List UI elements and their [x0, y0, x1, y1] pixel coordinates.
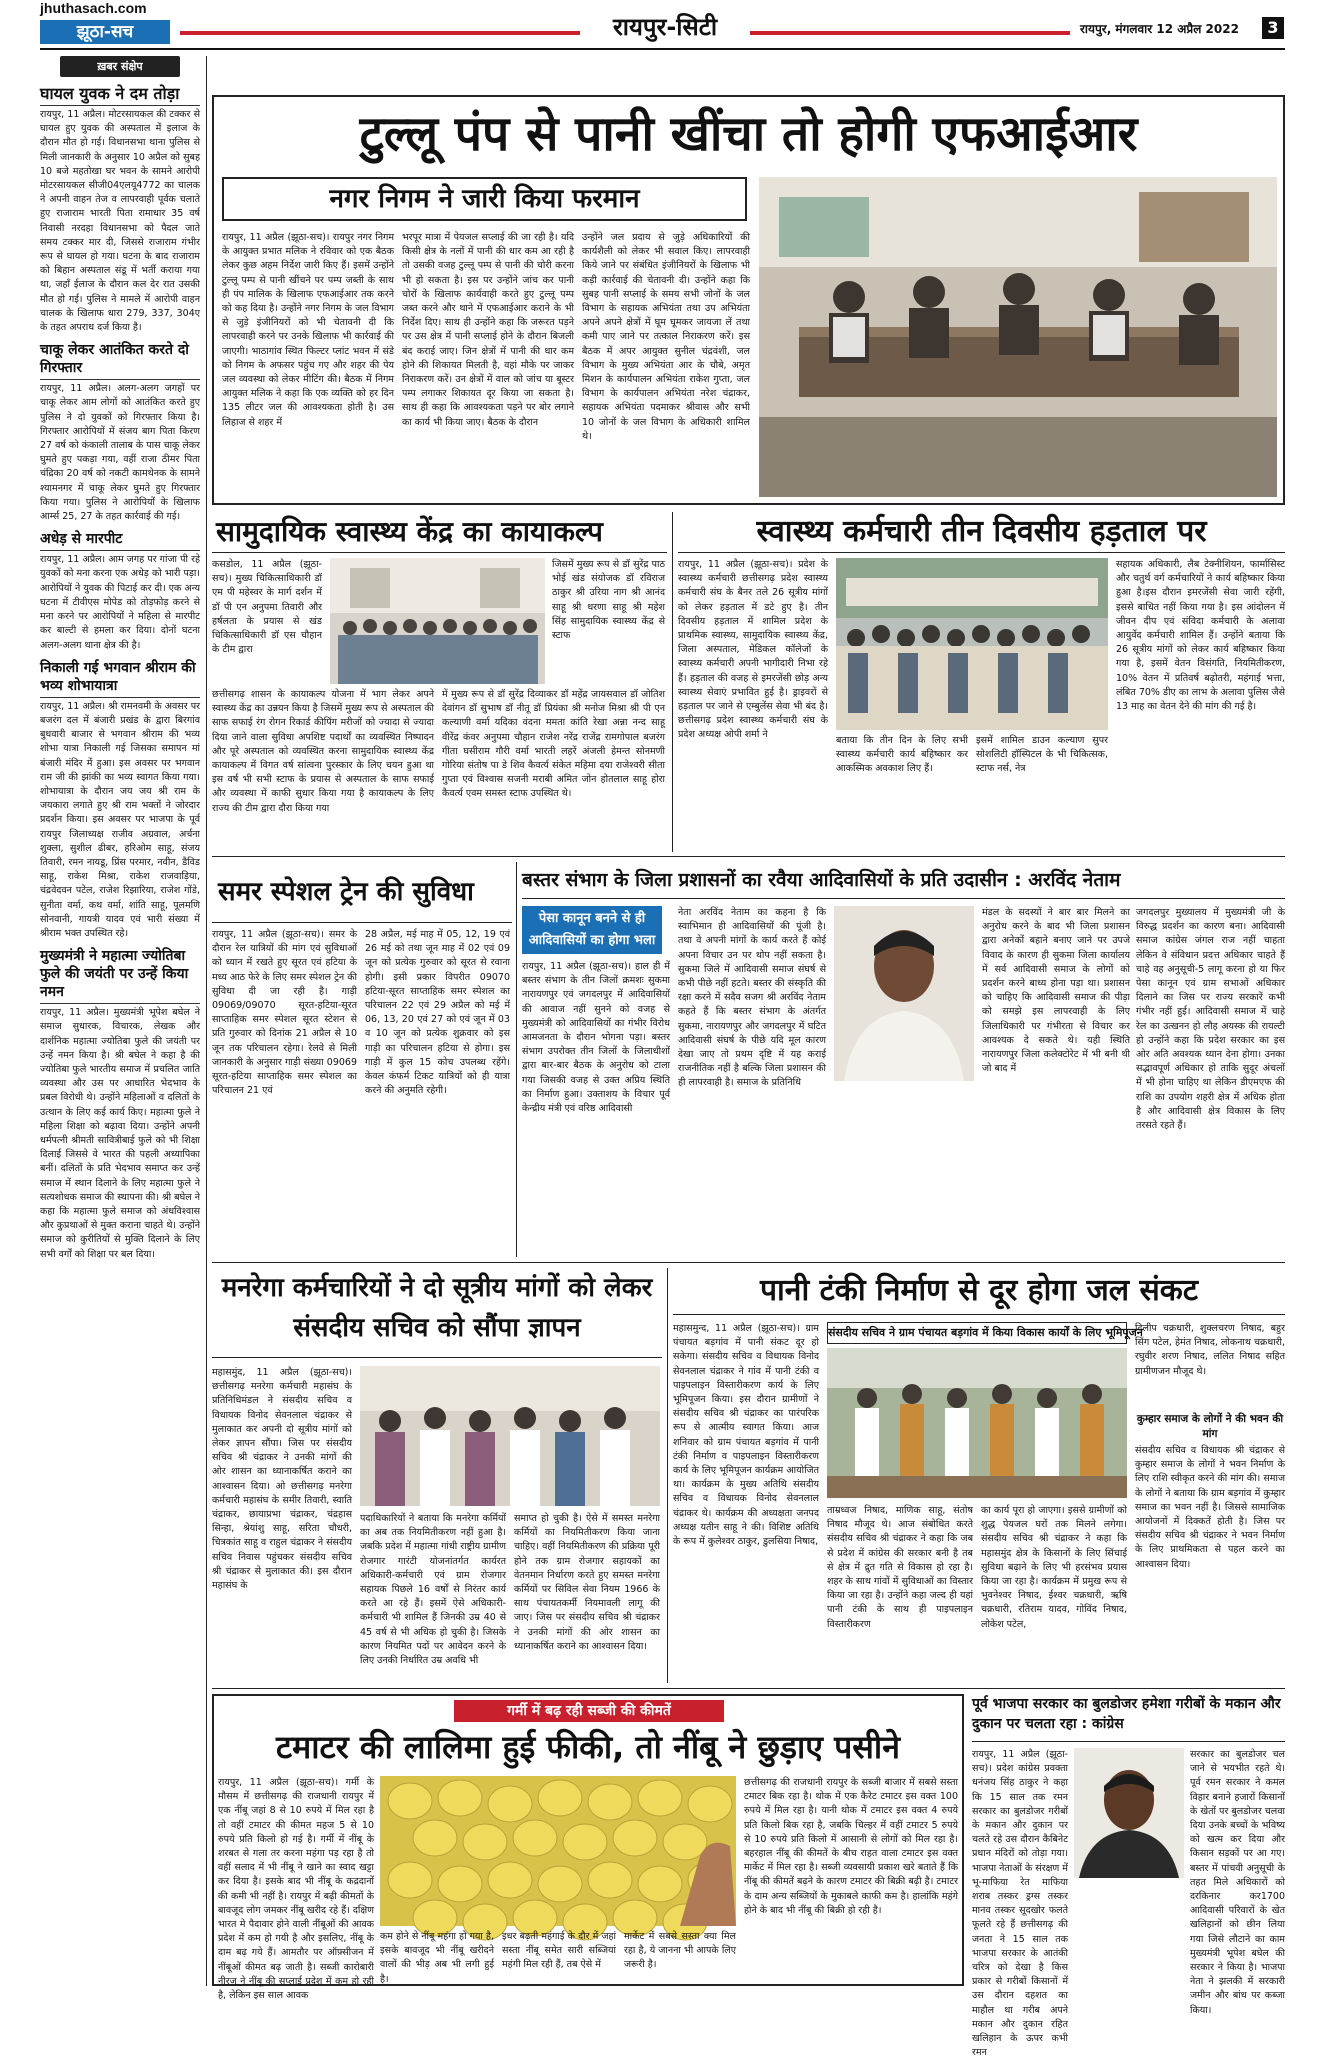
bulldozer-col-1: रायपुर, 11 अप्रैल (झूठा-सच)। प्रदेश कांग्रेस प्रवक्ता धनंजय सिंह ठाकुर ने कहा कि 15 साल तक रमन सरकार का बुलडोजर गरीबों के मकान और दुकान पर चलते रहे उस दौरान कैबिनेट प्रधान मंदिरों को तोड़ा गया। भाजपा नेताओं के संरक्षण में भू-माफिया रेत माफिया शराब तस्कर ड्रग्स तस्कर मानव तस्कर सूदखोर फलते फूलते रहे हैं छत्तीसगढ़ की जनता ने 15 साल तक भाजपा सरकार के आतंकी चरित्र को देखा है किस प्रकार से गरीबों किसानों में उस दौरान दहशत का माहौल था गरीब अपने मकान और दुकान रहित खलिहान के ऊपर कभी रमन	[972, 1749, 1068, 2059]
site-url[interactable]: jhuthasach.com	[40, 0, 147, 16]
brief-title: अधेड़ से मारपीट	[40, 528, 200, 551]
bastar-col-2: नेता अरविंद नेताम का कहना है कि स्वाभिमान ही आदिवासियों की पूंजी है। तथा वे अपनी मांगों के कार्य करते हैं कोई अपना विचार उन पर थोप नहीं सकता है। सुकमा जिले में आदिवासी समाज संघर्ष से कभी पीछे नहीं हटते। बस्तर की संस्कृति की रक्षा करने में सदैव सजग श्री अरविंद नेताम कहते हैं कि बस्तर संभाग के अंतर्गत सुकमा, नारायणपुर और जगदलपुर में घटित आदिवासी संघर्ष के पीछे यदि मूल कारण देखा जाए तो प्रथम दृष्टि में यह कराई राजनीतिक नहीं है बल्कि जिला प्रशासन की ही लापरवाही है। समाज के प्रतिनिधि	[678, 907, 826, 1089]
brief-body: रायपुर, 11 अप्रैल। अलग-अलग जगहों पर चाकू लेकर आम लोगों को आतंकित करते हुए पुलिस ने दो युवकों को गिरफ्तार किया है। गिरफ्तार आरोपियों में संजय बाग पिता किरण 27 वर्ष को कंकाली तालाब के पास चाकू लेकर घुमते हुए पकड़ा गया, वहीं राजा ठीमर पिता चंद्रिका 20 वर्ष को नकटी कामथेनक के सामने श्यामनगर में चाकू लेकर घुमते हुए गिरफ्तार किया गया। पुलिस ने आरोपियों के खिलाफ आर्म्स 25, 27 के तहत कार्रवाई की गई।	[40, 383, 200, 523]
brief-item	[40, 657, 200, 941]
column-divider	[672, 512, 673, 852]
brief-title: मुख्यमंत्री ने महात्मा ज्योतिबा फुले की जयंती पर उन्हें किया नमन	[40, 945, 200, 1004]
lead-col-1: रायपुर, 11 अप्रैल (झूठा-सच)। रायपुर नगर निगम के आयुक्त प्रभात मलिक ने रविवार को एक बैठक लेकर कुछ अहम निर्देश जारी किए हैं। इसमें उन्होंने टुल्लू पम्प से पानी खींचने पर पम्प जब्ती के साथ ही पंप मालिक के खिलाफ एफआईआर तक करने को कह दिया है। उन्होंने नगर निगम के जल विभाग से जुड़े इंजीनियरों को भी चेतावनी दी कि लापरवाही करने पर उनके खिलाफ भी कार्रवाई की जाएगी। भाठागांव स्थित फिल्टर प्लांट भवन में संडे को निगम के अफसर पहुंच गए और शहर की पेय जल व्यवस्था को लेकर मीटिंग की। बैठक में निगम आयुक्त मलिक ने कहा कि एक व्यक्ति को हर दिन 135 लीटर जल की आवश्यकता होती है। उस लिहाज से शहर में	[222, 232, 394, 428]
brand-logo: झूठा-सच	[40, 20, 170, 44]
tank-col-1: महासमुन्द, 11 अप्रैल (झूठा-सच)। ग्राम पंचायत बड़गांव में पानी संकट दूर हो सकेगा। संसदीय सचिव व विधायक विनोद सेवनलाल चंद्राकर ने गांव में पानी टंकी व पाइपलाइन विस्तारीकरण कार्य के लिए भूमिपूजन किया। इस दौरान ग्रामीणों ने संसदीय सचिव श्री चंद्राकर का पारंपरिक रूप से आत्मीय स्वागत किया। आज शनिवार को ग्राम पंचायत बड़गांव में पानी टंकी निर्माण व पाइपलाइन विस्तारीकरण कार्य के लिए भूमिपूजन कार्यक्रम आयोजित था। कार्यक्रम के मुख्य अतिथि संसदीय सचिव व विधायक विनोद सेवनलाल चंद्राकर थे। कार्यक्रम की अध्यक्षता जनपद अध्यक्ष यतीन साहू ने की। विशिष्ट अतिथि के रूप में कुलेश्वर ठाकुर, डुलसिया निषाद,	[673, 1323, 819, 1548]
bhoomipujan-photo	[827, 1348, 1127, 1498]
bastar-story	[522, 862, 1285, 1257]
lead-story	[212, 95, 1285, 505]
masthead-bottom-rule	[40, 48, 1285, 50]
strike-col-2: सहायक अधिकारी, लैब टेक्नीशियन, फार्मासिस्ट और चतुर्थ वर्ग कर्मचारियों ने कार्य बहिष्कार किया हुआ है।इस दौरान इमरजेंसी सेवा जारी रहेंगी, इससे बाधित नहीं किया गया है। इस आंदोलन में जीवन दीप एवं संविदा कर्मचारी के अलावा आयुर्वेद कर्मचारी शामिल हैं। उन्होंने बताया कि 26 सूत्रीय मांगों को लेकर कार्य बहिष्कार किया गया है, इसमें वेतन विसंगति, नियमितीकरण, 10% वेतन में प्रतिवर्ष बढ़ोतरी, महंगाई भत्ता, लंबित 70% डीए का लाभ के अलावा पुलिस जैसे 13 माह का वेतन देने की मांग की गई है।	[1116, 559, 1285, 713]
lead-col-3: उन्होंने जल प्रदाय से जुड़े अधिकारियों की कार्यशैली को लेकर भी सवाल किए। लापरवाही किये जाने पर संबंधित इंजीनियरों के खिलाफ भी कड़ी कार्रवाई की चेतावनी दी। उन्होंने कहा कि सुबह पानी सप्लाई के समय सभी जोनों के जल विभाग के सहायक अभियंता तथा उप अभियंता अपने अपने क्षेत्रों में घूम घूमकर जायजा लें तथा कमी पाए जाने पर तत्काल निराकरण करें। इस बैठक में अपर आयुक्त सुनील चंद्रवंशी, जल विभाग के मुख्य अभियंता आर के चौबे, अमृत मिशन के कार्यपालन अभियंता राकेश गुप्ता, जल विभाग के कार्यपालन अभियंता नरेश चंद्राकर, सहायक अभियंता पदमाकर श्रीवास और सभी 10 जोनों के जल विभाग के अधिकारी शामिल थे।	[582, 232, 750, 442]
bastar-col-1: रायपुर, 11 अप्रैल (झूठा-सच)। हाल ही में बस्तर संभाग के तीन जिलों क्रमशः सुकमा नारायणपुर एवं जगदलपुर में आदिवासियों की आवाज नहीं सुनने को वजह से मुख्यमंत्री को आदिवासियों का गंभीर विरोध आमजनता के दौरान भोगना पड़ा। बस्तर संभाग उपरोक्त तीन जिलों के जिलाधीशों द्वारा बार-बार बैठक के अनुरोध को टाला गया जिसकी वजह से उक्त अप्रिय स्थिति का निर्माण हुआ। उक्ताशय के विचार पूर्व केन्द्रीय मंत्री एवं वरिष्ठ आदिवासी	[522, 961, 670, 1115]
tank-subhead: कुम्हार समाज के लोगों ने की भवन की मांग	[1136, 1413, 1284, 1440]
dhananjay-thakur-portrait	[1074, 1748, 1184, 1878]
brief-body: रायपुर, 11 अप्रैल। मोटरसायकल की टक्कर से घायल हुए युवक की अस्पताल में इलाज के दौरान मौत हो गई। विधानसभा थाना पुलिस से मिली जानकारी के अनुसार 10 अप्रैल को सुबह 10 बजे महतोखा घर भवन के सामने आरोपी मोटरसायकल सीजी04एलयू4772 का चालक ने अपनी वाहन तेज व लापरवाही पूर्वक चलाते हुए राजाराम भारती पिता रामाधार 35 वर्ष निवासी नरदहा विधानसभा को पैदल जाते समय टक्कर मार दी, जिससे राजाराम गंभीर रूप से घायल हो गया। घटना के बाद राजाराम को बिहान अस्पताल संडू में भर्ती कराया गया था, जहाँ ईलाज के दौरान कल देर रात उसकी मौत हो गई। पुलिस ने मामले में आरोपी वाहन चालक के खिलाफ धारा 279, 337, 304ए के तहत अपराध दर्ज किया है।	[40, 109, 200, 334]
water-tank-story	[673, 1268, 1285, 1683]
health-center-group-photo	[330, 558, 545, 684]
mnrega-story	[212, 1268, 662, 1683]
tank-col-4: दिलीप चक्रधारी, शुक्लचरण निषाद, बहुर सिंग पटेल, हेमंत निषाद, लोकनाथ चक्रधारी, रघुवीर शरण निषाद, ललित निषाद सहित ग्रामीणजन मौजूद थे।	[1135, 1323, 1285, 1377]
vegetable-caption-3: मार्केट में सबसे सस्ता क्या मिल रहा है, ये जानना भी आपके लिए जरूरी है।	[624, 1931, 736, 1971]
health-center-story	[212, 512, 667, 852]
mnrega-col-2: पदाधिकारियों ने बताया कि मनरेगा कर्मियों का अब तक नियमितीकरण नहीं हुआ है। जबकि प्रदेश में महात्मा गांधी राष्ट्रीय ग्रामीण रोजगार गारंटी योजनांतर्गत कार्यरत अधिकारी-कर्मचारी एवं ग्राम रोजगार सहायक पिछले 16 वर्षों से निरंतर कार्य करते आ रहे हैं। इसमें ऐसे अधिकारी-कर्मचारी भी शामिल हैं जिनकी उम्र 40 से 45 वर्ष से भी अधिक हो चुकी है। जिसके कारण नियमित पदों पर आवेदन करने के लिए उनकी निर्धारित उम्र अवधि भी	[360, 1513, 506, 1667]
vegetable-headline: टमाटर की लालिमा हुई फीकी, तो नींबू ने छुड़ाए पसीने	[276, 1728, 900, 1766]
brief-item	[40, 528, 200, 652]
brief-item	[40, 945, 200, 1262]
strike-protest-photo-art	[836, 558, 1108, 730]
strike-col-4: इसमें शामिल डाउन कल्याण सुपर सोशलिटी हॉस्पिटल के भी चिकित्सक, स्टाफ नर्स, नेत्र	[976, 735, 1108, 775]
column-divider	[516, 862, 517, 1257]
section-rule	[212, 1688, 1285, 1689]
brief-body: रायपुर, 11 अप्रैल। आम जगह पर गांजा पी रहे युवकों को मना करना एक अधेड़ को भारी पड़ा। आरोपियों ने युवक की पिटाई कर दी। एक अन्य घटना में टीवीएस मोपेड को तोड़फोड़ करने से मना करने पर आरोपियों ने महिला से मारपीट कर बाल्टी से हमला कर दिया। दोनों घटना अलग-अलग थाना क्षेत्र की है।	[40, 554, 200, 651]
train-headline: समर स्पेशल ट्रेन की सुविधा	[212, 862, 512, 923]
section-rule	[212, 856, 1285, 857]
bastar-headline: बस्तर संभाग के जिला प्रशासनों का रवैया आदिवासियों के प्रति उदासीन : अरविंद नेताम	[522, 862, 1285, 899]
strike-col-1: रायपुर, 11 अप्रैल (झूठा-सच)। प्रदेश के स्वास्थ्य कर्मचारी छत्तीसगढ़ प्रदेश स्वास्थ्य कर्मचारी संघ के बैनर तले 26 सूत्रीय मांगों को लेकर हड़ताल में डटे हुए है। तीन दिवसीय हड़ताल में शामिल प्रदेश के प्राथमिक स्वास्थ्य, सामुदायिक स्वास्थ्य केंद्र, जिला अस्पताल, मेडिकल कॉलेजों के स्वास्थ्य कर्मचारी अपनी भागीदारी निभा रहे हैं। हड़ताल की वजह से इमरजेंसी छोड़ अन्य स्वास्थ्य सेवाएं प्रभावित हुई है। ड्राइवरों से हड़ताल पर जाने से एम्बुलेंस सेवा भी बंद है। छत्तीसगढ़ प्रदेश स्वास्थ्य कर्मचारी संघ के प्रदेश अध्यक्ष ओपी शर्मा ने	[678, 559, 828, 741]
strike-story	[678, 512, 1285, 852]
sidebar-label: ख़बर संक्षेप	[60, 56, 180, 77]
issue-date: रायपुर, मंगलवार 12 अप्रैल 2022	[1080, 22, 1239, 36]
bulldozer-headline: पूर्व भाजपा सरकार का बुलडोजर हमेशा गरीबों के मकान और दुकान पर चलता रहा : कांग्रेस	[972, 1694, 1285, 1742]
health-center-group-photo-art	[330, 558, 545, 684]
arvind-netam-portrait-art	[834, 906, 974, 1081]
brief-item	[40, 83, 200, 335]
health-center-col-1: कसडोल, 11 अप्रैल (झूठा-सच)। मुख्य चिकित्साधिकारी डॉ एम पी महेस्वर के मार्ग दर्शन में डॉ पी एन अनुपमा तिवारी और हर्षलता के प्रयास से खंड चिकित्साधिकारी डॉ एस चौहान के टीम द्वारा	[212, 559, 322, 656]
brief-body: रायपुर, 11 अप्रैल। श्री रामनवमी के अवसर पर बजरंग दल में बंजारी प्रखंड के द्वारा बिरगांव बुधवारी बाजार से भगवान श्रीराम की भव्य शोभा यात्रा निकाली गई जिसका समापन मां बंजारी मंदिर में हुआ। इस अवसर पर भगवान राम जी की झांकी का भव्य स्वागत किया गया। शोभायात्रा के दौरान जय जय श्री राम के जयकारा लगाते हुए श्री राम भक्तों ने जोरदार प्रदर्शन किया। इस अवसर पर भाजपा के पूर्व रायपुर जिलाध्यक्ष राजीव अग्रवाल, अर्चना शुक्ला, सुशील ढीबर, हरिओम साहू, संजय तिवारी, रमन नायडू, प्रिंस परमार, नवीन, डैविड साहू, राकेश मिश्रा, राकेश राजवाड़िया, चंद्रवेदवन पटेल, राजेश रिझारिया, राजेश गोंडे, सुनीता वर्मा, कथ वर्मा, शांति साहू, पूलमणि सोनवानी, गायत्री यादव एवं भारी संख्या में श्रीराम भक्त उपस्थित रहे।	[40, 700, 200, 939]
mnrega-memorandum-photo-art	[360, 1366, 660, 1506]
bulldozer-story	[972, 1694, 1285, 2059]
masthead-red-rule-right	[750, 31, 1070, 35]
vegetable-col-1: रायपुर, 11 अप्रैल (झूठा-सच)। गर्मी के मौसम में छत्तीसगढ़ की राजधानी रायपुर में एक नींबू जहां 8 से 10 रुपये में मिल रहा है तो वहीं टमाटर की कीमत महज 5 से 10 रुपये प्रति किलो हो गई है। गर्मी में नींबू के शरबत से गला तर करना महंगा पड़ रहा है तो वहीं सलाद में भी नींबू ने खाने का स्वाद खट्टा कर दिया है। इसके बाद भी नींबू के कद्रदानों की कमी भी नहीं है। रायपुर में बढ़ी कीमतों के बावजूद लोग जमकर नींबू खरीद रहे हैं। दक्षिण भारत मे पैदावार होने वाली नींबूओं की आवक प्रदेश में कम हो गयी है और इसलिए, नींबू के दाम बढ़ गये हैं। आमतौर पर ऑफ़्सीजन में नींबूओं कीमत बढ़ जाती है। सब्जी कारोबारी नीरज ने नींबू की सप्लाई प्रदेश में कम हो रही है, लेकिन इस साल आवक	[218, 1777, 374, 2002]
health-center-body-b: में मुख्य रूप से डॉ सुरेंद्र दिव्याकर डॉ महेंद्र जायसवाल डॉ जोतिश देवांगन डॉ सुभाष डॉ नीतू डॉ प्रियंका श्री मनोज मिश्रा श्री पी एन कल्याणी वर्मा यदिका वंदना ममता कांति रेखा अन्ना नन्द साहू वीरेंद्र कंवर अनुपमा चौहान राजेश नरेंद्र राजेंद्र रामगोपाल बजरंग गीता घसीराम गौरी वर्मा भारती लहरें अंजली हेमन्त सोनमणी गोरिया संतोष पा डे शिव कैवर्त्य संकेत महिमा दया राजेश्वरी सीता गुप्ता एवं विश्वास सजनी मराबी अमित जोन होतलाल साहू होरा कैवर्त्य एवम समस्त स्टाफ उपस्थित थे।	[442, 689, 665, 800]
lead-col-2: भरपूर मात्रा में पेयजल सप्लाई की जा रही है। यदि किसी क्षेत्र के नलों में पानी की धार कम आ रही है तो उसकी वजह टुल्लू पम्प से पानी की चोरी करना भी हो सकता है। इस पर उन्होंने जांच कर पानी चोरों के खिलाफ कार्यवाही करते हुए टुल्लू पम्प जब्त करने और थाने में एफआईआर कराने के भी निर्देश दिए। साथ ही उन्होंने कहा कि जरूरत पड़ने पर उस क्षेत्र में पानी सप्लाई होने के दौरान बिजली बंद कराई जाए। जिन क्षेत्रों में पानी की धार कम होने की शिकायत मिलती है, वहां मौके पर जाकर निराकरण करें। उन क्षेत्रों में वाल को जांच या बूस्टर पम्प लगाकर शिकायत दूर किया जा सकता है। साथ ही कहा कि आवश्यकता पड़ने पर बोर लगाने का कार्य भी किया जाए। बैठक के दौरान	[402, 232, 574, 428]
tank-photo-caption: संसदीय सचिव ने ग्राम पंचायत बड़गांव में किया विकास कार्यों के लिए भूमिपूजन	[827, 1322, 1127, 1344]
health-center-headline: सामुदायिक स्वास्थ्य केंद्र का कायाकल्प	[212, 512, 667, 553]
tank-col-2: ताम्रध्वज निषाद, माणिक साहू, संतोष निषाद मौजूद थे। आज संबोधित करते संसदीय सचिव श्री चंद्राकर ने कहा कि जब से प्रदेश में कांग्रेस की सरकार बनी है तब से क्षेत्र में द्रुत गति से विकास हो रहा है। शहर के साथ गांवों में सुविधाओं का विस्तार किया जा रहा है। उन्होंने कहा जल्द ही यहां पानी टंकी के साथ ही पाइपलाइन विस्तारीकरण	[827, 1505, 973, 1630]
tank-col-5: संसदीय सचिव व विधायक श्री चंद्राकर से कुम्हार समाज के लोगों ने भवन निर्माण के लिए राशि स्वीकृत करने की मांग की। समाज के लोगों ने बताया कि ग्राम बड़गांव में कुम्हार समाज का भवन नहीं है। जिससे सामाजिक आयोजनों में दिक्कतें होती है। जिस पर संसदीय सचिव श्री चंद्राकर ने भवन निर्माण के लिए प्राथमिकता से पहल करने का आश्वासन दिया।	[1135, 1445, 1285, 1570]
health-center-col-2: जिसमें मुख्य रूप से डॉ सुरेंद्र पाठ भोई खंड संयोजक डॉ रविराज ठाकुर श्री उरिया नाग श्री आनंद साहू श्री धरणा साहू श्री महेश सिंह सामुदायिक स्वास्थ्य केंद्र से स्टाफ	[552, 559, 665, 642]
bastar-col-4: जगदलपुर मुख्यालय में मुख्यमंत्री जी के विरुद्ध प्रदर्शन का कारण बना। आदिवासी समाज कांग्रेस जंगल राज नहीं चाहता लेकिन वे संविधान प्रदत्त अधिकार चाहते हैं चाहे वह अनुसूची-5 लागू करना हो या फिर पेसा कानून एवं ग्राम सभाओं अधिकार दिलाने का जिस पर राज्य सरकारें कभी गंभीर नहीं हुई। आदिवासी समाज में चाहे रेल का उत्खनन हो लौह अयस्क की रायल्टी हो उन्होंने कहा कि प्रदेश सरकार का इस ओर अति अवश्यक ध्यान देना होगा। उनका सद्भावपूर्ण अधिकार हो ताकि सुदूर अंचलों में भी होना चाहिए था लेकिन डीएमएफ की राशि का उपयोग शहरी क्षेत्र में अधिक होता है और आदिवासी क्षेत्र विकास के लिए तरसते रहते हैं।	[1136, 907, 1285, 1132]
brief-title: निकाली गई भगवान श्रीराम की भव्य शोभायात्रा	[40, 657, 200, 698]
train-story	[212, 862, 512, 1257]
vegetable-caption-1: कम होने से नींबू महंगा हो गया है, इसके बावजूद भी नींबू खरीदने वालों की भीड़ अब भी लगी हुई है।	[380, 1931, 494, 1985]
bastar-col-3: मंडल के सदस्यों ने बार बार मिलने का अनुरोध करने के बाद भी जिला प्रशासन द्वारा अनेकों बहाने बनाए जाने पर उपजे विवाद के कारण ही सुकमा जिला कार्यालय में सर्व आदिवासी समाज के लोगों को प्रदर्शन करने बाध्य होना पड़ा था। प्रशासन को चाहिए कि आदिवासी समाज की पीड़ा को समझे इस लापरवाही के लिए जिलाधिकारी पर गंभीरता से विचार कर आवश्यक दे सकते थे। यही स्थिति नारायणपुर जिला कलेक्टोरेट में भी बनी थी जो बाद में	[982, 907, 1130, 1075]
brief-title: घायल युवक ने दम तोड़ा	[40, 83, 200, 106]
bhoomipujan-photo-art	[827, 1348, 1127, 1498]
section-rule	[212, 1262, 1285, 1263]
brief-item	[40, 339, 200, 524]
mnrega-memorandum-photo	[360, 1366, 660, 1506]
bulldozer-col-2: सरकार का बुलडोजर चल जाने से भयभीत रहते थे। पूर्व रमन सरकार ने कमल विहार बनाने हजारों किसानों के खेतों पर बुलडोजर चलवा दिया उनके बच्चों के भविष्य को खत्म कर दिया और किसान सड़कों पर आ गए। बस्तर में पांचवी अनुसूची के तहत मिले अधिकारों को दरकिनार कर1700 आदिवासी परिवारों के खेत खलिहानों को छीन लिया गया जिसे लौटाने का काम मुख्यमंत्री भूपेश बघेल की सरकार ने किया है। भाजपा नेता ने झलकी में सरकारी जमीन और बांध पर कब्जा किया।	[1190, 1749, 1285, 2016]
news-brief-sidebar	[40, 56, 200, 1986]
train-col-1: रायपुर, 11 अप्रैल (झूठा-सच)। समर के दौरान रेल यात्रियों की मांग एवं सुविधाओं को ध्यान में रखते हुए सूरत एवं हटिया के मध्य आठ फेरे के लिए समर स्पेशल ट्रेन की सुविधा दी जा रही है। गाड़ी 09069/09070 सूरत-हटिया-सूरत साप्ताहिक समर स्पेशल सूरत स्टेशन से प्रति गुरुवार को दिनांक 21 अप्रैल से 10 जून तक परिचालन रहेगा। रेलवे से मिली जानकारी के अनुसार गाड़ी संख्या 09069 सूरत-हटिया साप्ताहिक समर स्पेशल का परिचालन 21 एवं	[212, 929, 357, 1097]
vegetable-col-2: छत्तीसगढ़ की राजधानी रायपुर के सब्जी बाजार में सबसे सस्ता टमाटर बिक रहा है। थोक में एक कैरेट टमाटर इस वक्त 100 रुपये में मिल रहा है। यानी थोक में टमाटर इस वक्त 4 रुपये प्रति किलो बिक रहा है, जबकि चिल्हर में वहीं टमाटर 5 रुपये से 10 रुपये प्रति किलो में आसानी से लोगों को मिल रहा है। बहरहाल नींबू की कीमतें के बीच राहत वाला टमाटर इस वक्त मार्केट में मिल रहा है। सब्जी व्यवसायी प्रकाश खरे बताते हैं कि नींबू की कीमतें बढ़ने के कारण टमाटर की बिक्री बढ़ी है। टमाटर के दाम अन्य सब्जियों के मुकाबले काफी कम है। हालांकि महंगे होने के बाद भी नींबू की बिक्री हो रही है।	[744, 1777, 958, 1916]
meeting-photo	[759, 177, 1277, 497]
section-title: रायपुर-सिटी	[612, 13, 718, 41]
train-col-2: 28 अप्रैल, मई माह में 05, 12, 19 एवं 26 मई को तथा जून माह में 02 एवं 09 जून को प्रत्येक गुरुवार को सूरत से रवाना होगी। इसी प्रकार विपरीत 09070 हटिया-सूरत साप्ताहिक समर स्पेशल का परिचालन 22 एवं 29 अप्रैल को मई में 06, 13, 20 एवं 27 को एवं जून में 03 व 10 जून को प्रत्येक शुक्रवार को इस गाड़ी का परिचालन हटिया से होगा। इस गाड़ी में कुल 15 कोच उपलब्ध रहेंगे। केवल कंफर्म टिकट यात्रियों को ही यात्रा करने की अनुमति रहेगी।	[365, 929, 510, 1097]
column-divider	[667, 1268, 668, 1683]
tank-col-3: का कार्य पूरा हो जाएगा। इससे ग्रामीणों को शुद्ध पेयजल घरों तक मिलने लगेगा। संसदीय सचिव श्री चंद्राकर ने कहा कि महासमुंद क्षेत्र के किसानों के लिए सिंचाई सुविधा बढ़ाने के लिए भी हरसंभव प्रयास किया जा रहा है। कार्यक्रम में प्रमुख रूप से भुवनेश्वर निषाद, ईश्वर चक्रधारी, ऋषि चक्रधारी, रतिराम यादव, गोविंद निषाद, लोकेश पटेल,	[981, 1505, 1127, 1630]
vegetable-caption-2: इधर बढ़ती महंगाई के दौर में जहां सस्ता नींबू समेत सारी सब्जियां महंगी मिल रही हैं, तब ऐसे में	[502, 1931, 616, 1971]
dhananjay-thakur-portrait-art	[1074, 1748, 1184, 1878]
vegetable-kicker: गर्मी में बढ़ रही सब्जी की कीमतें	[454, 1700, 724, 1722]
lemons-photo	[380, 1776, 736, 1926]
lemons-photo-art	[380, 1776, 736, 1926]
lead-subhead: नगर निगम ने जारी किया फरमान	[222, 177, 747, 221]
mnrega-headline: मनरेगा कर्मचारियों ने दो सूत्रीय मांगों को लेकर संसदीय सचिव को सौंपा ज्ञापन	[212, 1268, 662, 1358]
meeting-photo-art	[759, 177, 1277, 497]
strike-col-3: बताया कि तीन दिन के लिए सभी स्वास्थ्य कर्मचारी कार्य बहिष्कार कर आकस्मिक अवकाश लिए हैं।	[836, 735, 968, 775]
page-number: 3	[1262, 17, 1284, 39]
vegetable-prices-story	[212, 1694, 964, 2002]
mnrega-col-3: समाप्त हो चुकी है। ऐसे में समस्त मनरेगा कर्मियों का नियमितीकरण किया जाना चाहिए। वहीं नियमितीकरण की प्रक्रिया पूरी होने तक ग्राम रोजगार सहायकों का वेतनमान निर्धारण करते हुए समस्त मनरेगा कर्मियों पर सिविल सेवा नियम 1966 के साथ पंचायतकर्मी नियमावली लागू की जाए। जिस पर संसदीय सचिव श्री चंद्राकर ने उनकी मांगों की ओर शासन का ध्यानाकर्षित कराने का आश्वासन दिया।	[514, 1513, 660, 1652]
arvind-netam-portrait	[834, 906, 974, 1081]
tank-headline: पानी टंकी निर्माण से दूर होगा जल संकट	[673, 1268, 1285, 1315]
strike-protest-photo	[836, 558, 1108, 730]
lead-headline: टुल्लू पंप से पानी खींचा तो होगी एफआईआर	[359, 106, 1138, 162]
mnrega-col-1: महासमुंद, 11 अप्रैल (झूठा-सच)। छत्तीसगढ़ मनरेगा कर्मचारी महासंघ के प्रतिनिधिमंडल ने संसदीय सचिव व विधायक विनोद सेवनलाल चंद्राकर से मुलाकात कर अपनी दो सूत्रीय मांगों को लेकर ज्ञापन सौंपा। जिस पर संसदीय सचिव श्री चंद्राकर ने उनकी मांगों की ओर शासन का ध्यानाकर्षित कराने का आश्वासन दिया। ओ छत्तीसगढ़ मनरेगा कर्मचारी महासंघ के समीर तिवारी, स्वाति चंद्राकर, छायाप्रभा चंद्राकर, चंद्रहास सिन्हा, श्रेयांशु साहू, सरिता चौधरी, चित्रकांत साहू व राहुल चंद्राकर ने संसदीय सचिव निवास पहुंचकर संसदीय सचिव श्री चंद्राकर से मुलाकात की। इस दौरान महासंघ के	[212, 1367, 352, 1592]
masthead-red-rule-left	[180, 31, 580, 35]
brief-body: रायपुर, 11 अप्रैल। मुख्यमंत्री भूपेश बघेल ने समाज सुधारक, विचारक, लेखक और दार्शनिक महात्मा ज्योतिबा फुले की जयंती पर उन्हें नमन किया है। श्री बघेल ने कहा है की ज्योतिबा फुले भारतीय समाज में प्रचलित जाति व्यवस्था और उस पर आधारित भेदभाव के प्रबल विरोधी थे। उन्होंने महिलाओं व दलितों के उत्थान के लिए कई कार्य किए। महात्मा फुले ने महिला शिक्षा को बढ़ावा दिया। उन्होंने अपनी धर्मपत्नी श्रीमती सावित्रीबाई फुले को भी शिक्षा दिलाई जिससे वे भारत की पहली अध्यापिका बनीं। दलितों के प्रति भेदभाव समाप्त कर उन्हें समाज में स्थान दिलाने के लिए महात्मा फुले ने सत्यशोधक समाज की स्थापना की। श्री बघेल ने कहा कि महात्मा फुले समाज को अंधविश्वास और कुप्रथाओं से मुक्त कराना चाहते थे। उन्होंने समाज को कुरीतियों से मुक्ति दिलाने के लिए सभी वर्गों को शिक्षा पर बल दिया।	[40, 1007, 200, 1260]
health-center-body-a: छत्तीसगढ़ शासन के कायाकल्प योजना में भाग लेकर अपने स्वास्थ्य केंद्र का उन्नयन किया है जिसमें मुख्य रूप से अस्पताल की साफ सफाई रंग रोगन रिकार्ड कीपिंग मरीजों को ज्यादा से ज्यादा दिया जाने वाला सुविधा अपशिष्ट पदार्थों का व्यवस्थित निष्पादन और पूरे अस्पताल को व्यवस्थित करना सामुदायिक स्वास्थ्य केंद्र कायाकल्प में विगत वर्ष सांत्वना पुरस्कार के लिए चयन हुआ था इस वर्ष भी सभी स्टाफ के प्रयास से अस्पताल के साफ सफाई और व्यवस्था में काफी सुधार किया गया है कायाकल्प के लिए राज्य की टीम द्वारा दौरा किया गया	[212, 689, 434, 814]
pesa-callout: पेसा कानून बनने से ही आदिवासियों का होगा भला	[522, 906, 662, 954]
sidebar-divider	[206, 56, 207, 1986]
strike-headline: स्वास्थ्य कर्मचारी तीन दिवसीय हड़ताल पर	[678, 512, 1285, 553]
brief-title: चाकू लेकर आतंकित करते दो गिरफ्तार	[40, 339, 200, 380]
